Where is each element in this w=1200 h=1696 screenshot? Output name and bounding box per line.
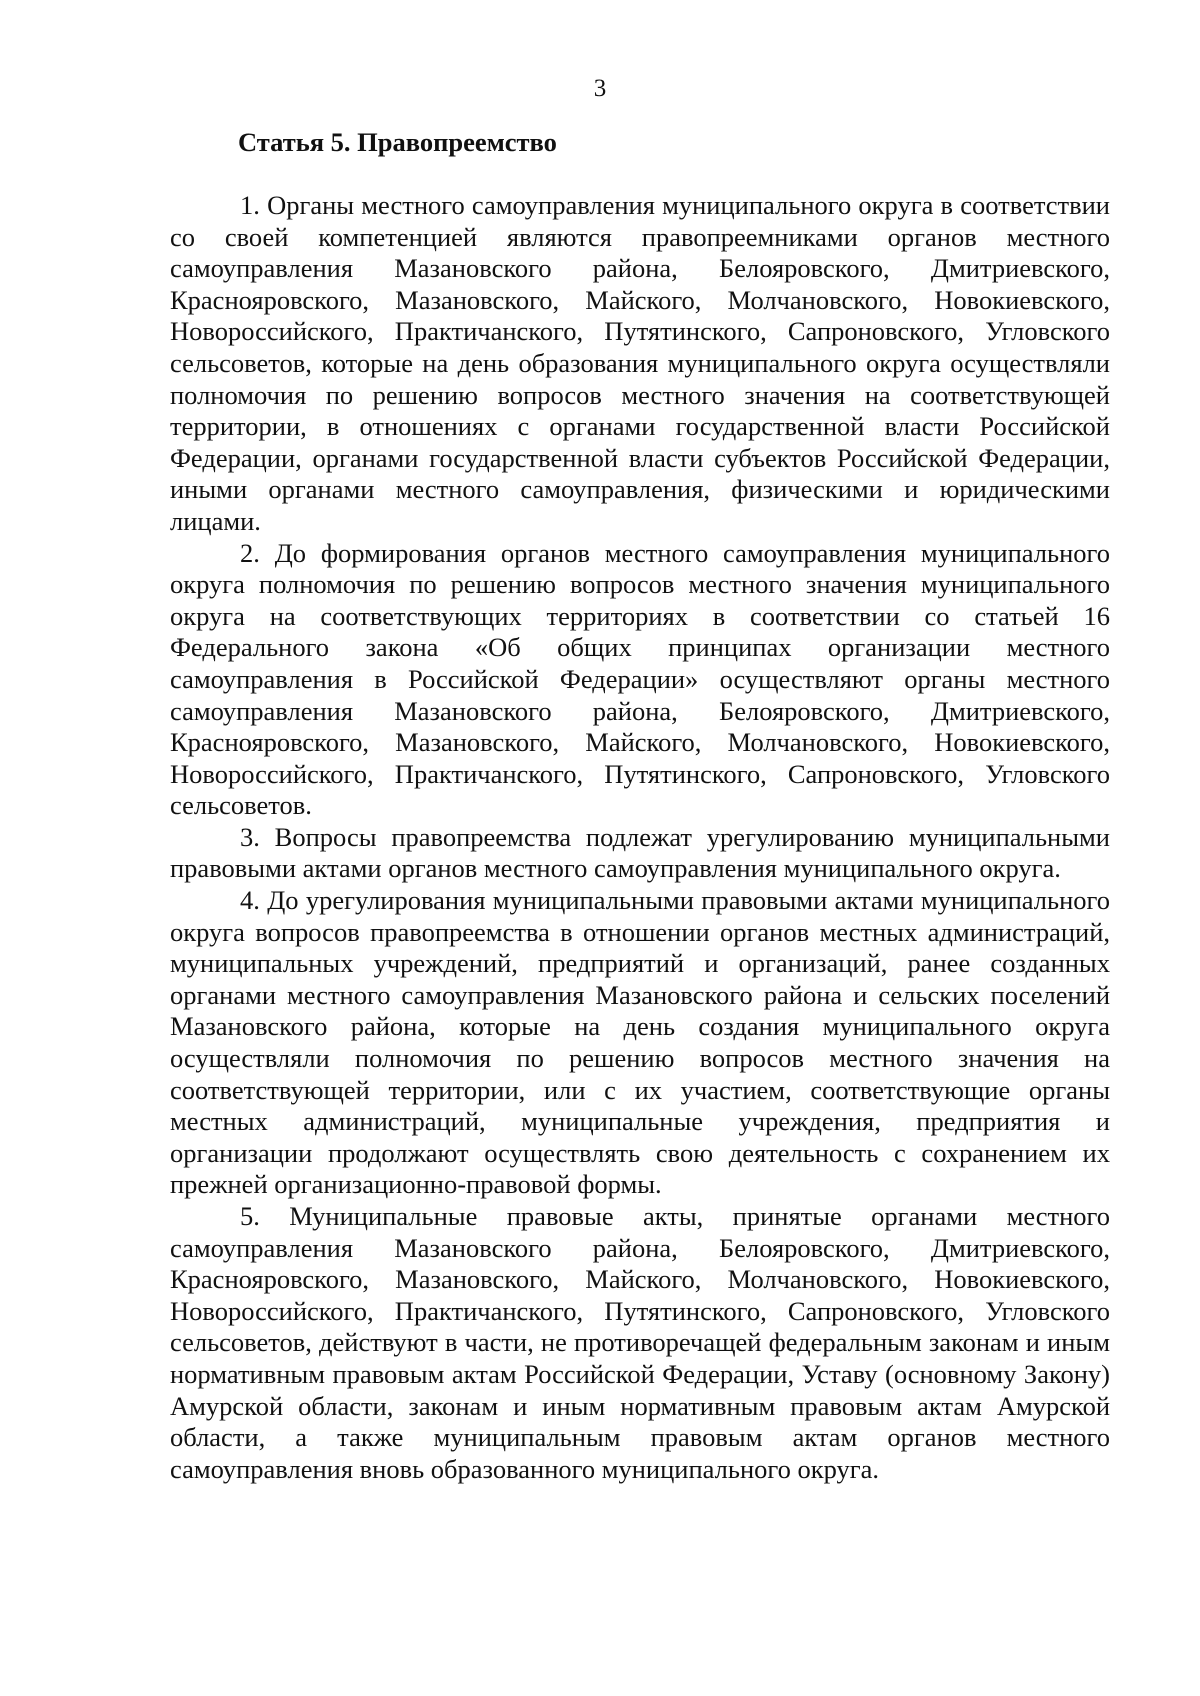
paragraph-3: 3. Вопросы правопреемства подлежат урегулированию муниципальными правовыми актами органов местного самоуправления муниципального округа. [170, 821, 1110, 884]
paragraph-5: 5. Муниципальные правовые акты, принятые органами местного самоуправления Мазановского района, Белояровского, Дмитриевского, Краснояровского, Мазановского, Майского, Молчановского, Новокиевского, Новороссийского, Практичанского, Путятинского, Сапроновского, Угловского сельсоветов, действуют в части, не противоречащей федеральным законам и иным нормативным правовым актам Российской Федерации, Уставу (основному Закону) Амурской области, законам и иным нормативным правовым актам Амурской области, а также муниципальным правовым актам органов местного самоуправления вновь образованного муниципального округа. [170, 1201, 1110, 1484]
paragraph-4: 4. До урегулирования муниципальными правовыми актами муниципального округа вопросов правопреемства в отношении органов местных администраций, муниципальных учреждений, предприятий и организаций, ранее созданных органами местного самоуправления Мазановского района и сельских поселений Мазановского района, которые на день создания муниципального округа осуществляли полномочия по решению вопросов местного значения на соответствующей территории, или с их участием, соответствующие органы местных администраций, муниципальные учреждения, предприятия и организации продолжают осуществлять свою деятельность с сохранением их прежней организационно-правовой формы. [170, 885, 1110, 1200]
paragraph-1: 1. Органы местного самоуправления муниципального округа в соответствии со своей компетенцией являются правопреемниками органов местного самоуправления Мазановского района, Белояровского, Дмитриевского, Краснояровского, Мазановского, Майского, Молчановского, Новокиевского, Новороссийского, Практичанского, Путятинского, Сапроновского, Угловского сельсоветов, которые на день образования муниципального округа осуществляли полномочия по решению вопросов местного значения на соответствующей территории, в отношениях с органами государственной власти Российской Федерации, органами государственной власти субъектов Российской Федерации, иными органами местного самоуправления, физическими и юридическими лицами. [170, 190, 1110, 536]
page-number: 3 [593, 75, 607, 102]
paragraph-2: 2. До формирования органов местного самоуправления муниципального округа полномочия по решению вопросов местного значения муниципального округа на соответствующих территориях в соответствии со статьей 16 Федерального закона «Об общих принципах организации местного самоуправления в Российской Федерации» осуществляют органы местного самоуправления Мазановского района, Белояровского, Дмитриевского, Краснояровского, Мазановского, Майского, Молчановского, Новокиевского, Новороссийского, Практичанского, Путятинского, Сапроновского, Угловского сельсоветов. [170, 537, 1110, 821]
article-body [170, 190, 1110, 1485]
article-title: Статья 5. Правопреемство [238, 127, 557, 157]
